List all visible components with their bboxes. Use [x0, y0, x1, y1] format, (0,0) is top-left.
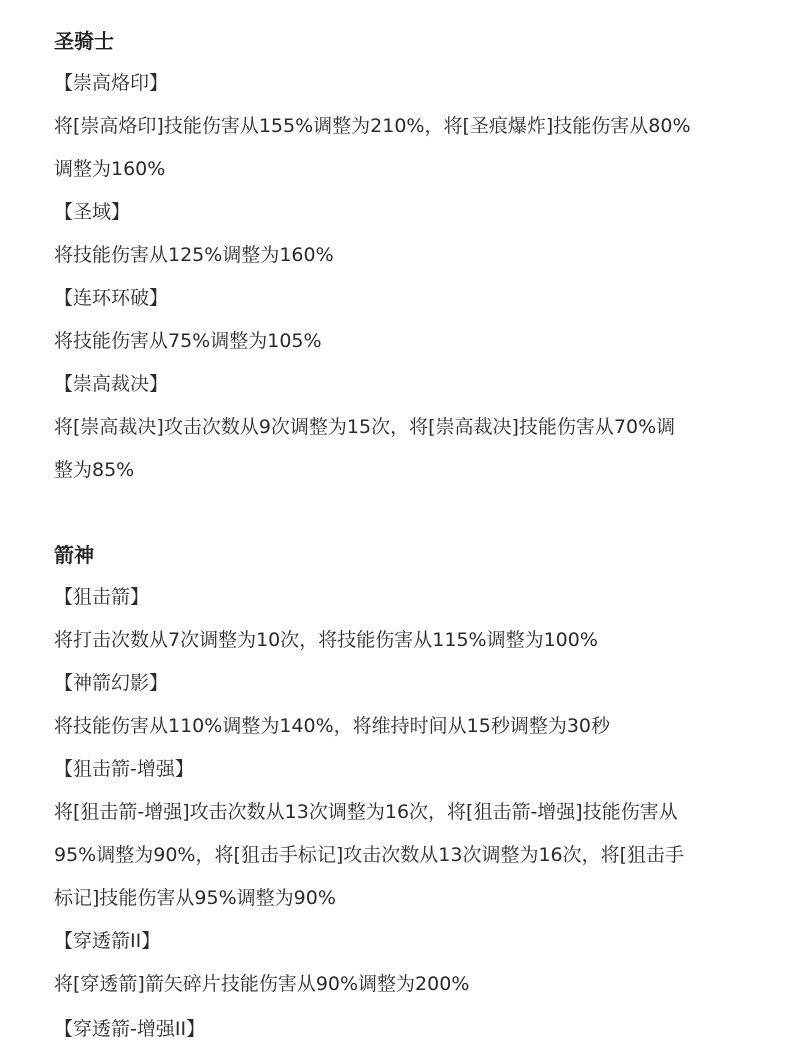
skill-description	[54, 619, 774, 662]
skill-block	[54, 363, 774, 492]
skill-name: 【连环环破】	[54, 287, 169, 309]
skill-name: 【崇高裁决】	[54, 373, 169, 395]
skill-description	[54, 320, 774, 363]
description-line: 整为85%	[54, 459, 135, 481]
skill-block	[54, 662, 774, 748]
section-bowmaster	[54, 534, 774, 1006]
skill-description	[54, 963, 774, 1006]
description-line: 调整为160%	[54, 158, 166, 180]
description-line: 将[狙击箭-增强]攻击次数从13次调整为16次，将[狙击箭-增强]技能伤害从	[54, 801, 678, 823]
skill-block	[54, 62, 774, 191]
patch-notes-document	[54, 20, 774, 1006]
skill-description	[54, 406, 774, 492]
description-line: 将[崇高裁决]攻击次数从9次调整为15次，将[崇高裁决]技能伤害从70%调	[54, 416, 676, 438]
skill-name: 【狙击箭】	[54, 586, 150, 608]
skill-block	[54, 191, 774, 277]
skill-block	[54, 748, 774, 920]
skill-name: 【神箭幻影】	[54, 672, 169, 694]
section-title: 箭神	[54, 543, 94, 567]
skill-name: 【崇高烙印】	[54, 72, 169, 94]
skill-description	[54, 234, 774, 277]
description-line: 标记]技能伤害从95%调整为90%	[54, 887, 336, 909]
description-line: 将技能伤害从110%调整为140%，将维持时间从15秒调整为30秒	[54, 715, 610, 737]
skill-block	[54, 920, 774, 1006]
section-spacer	[54, 492, 774, 534]
cut-off-skill-name: 【穿透箭-增强II】	[54, 1018, 206, 1040]
skill-block	[54, 277, 774, 363]
section-paladin	[54, 20, 774, 492]
description-line: 将[崇高烙印]技能伤害从155%调整为210%，将[圣痕爆炸]技能伤害从80%	[54, 115, 691, 137]
skill-description	[54, 791, 774, 920]
skill-description	[54, 105, 774, 191]
description-line: 将技能伤害从125%调整为160%	[54, 244, 334, 266]
skill-name: 【狙击箭-增强】	[54, 758, 194, 780]
description-line: 将技能伤害从75%调整为105%	[54, 330, 322, 352]
skill-description	[54, 705, 774, 748]
section-title: 圣骑士	[54, 29, 114, 53]
skill-block	[54, 576, 774, 662]
description-line: 将打击次数从7次调整为10次，将技能伤害从115%调整为100%	[54, 629, 598, 651]
description-line: 95%调整为90%，将[狙击手标记]攻击次数从13次调整为16次，将[狙击手	[54, 844, 685, 866]
description-line: 将[穿透箭]箭矢碎片技能伤害从90%调整为200%	[54, 973, 470, 995]
skill-name: 【穿透箭II】	[54, 930, 161, 952]
skill-name: 【圣域】	[54, 201, 131, 223]
